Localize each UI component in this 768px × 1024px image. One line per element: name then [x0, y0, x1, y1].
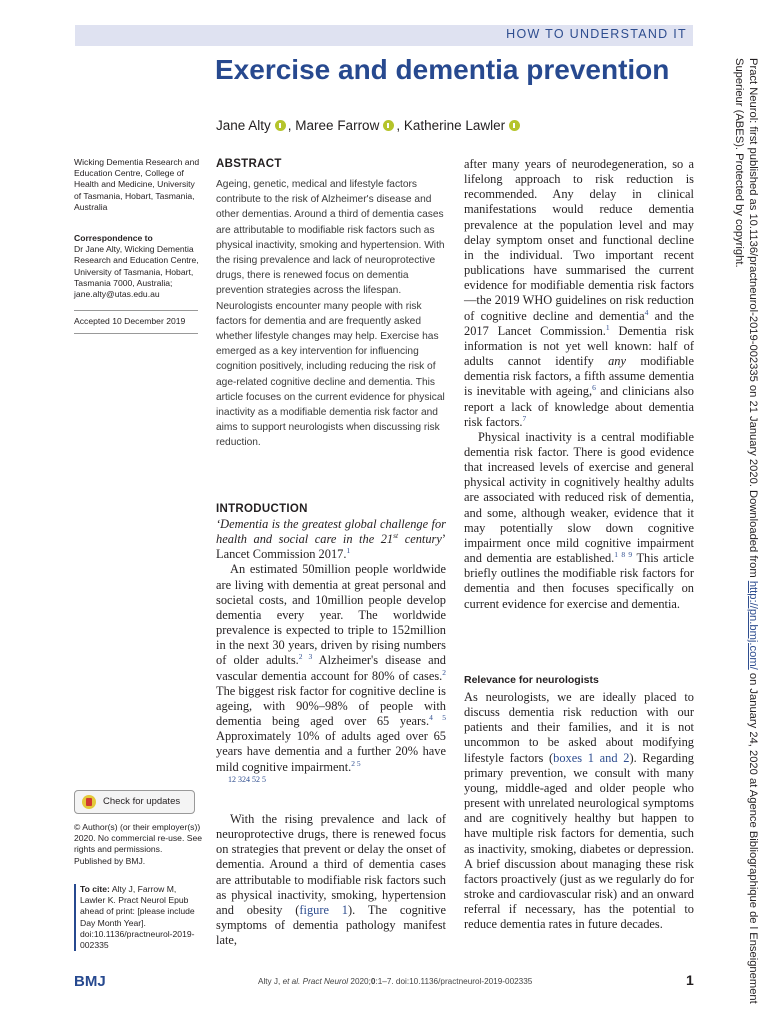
reference-link[interactable]: 4	[644, 307, 649, 317]
introduction-heading: INTRODUCTION	[216, 503, 308, 515]
check-for-updates-label: Check for updates	[103, 796, 181, 807]
section-header-band	[75, 25, 693, 46]
bookmark-icon	[82, 795, 96, 809]
body-paragraph: Physical inactivity is a central modifiable dementia risk factor. There is good evidence that increased levels of exercise and general physical activity in cognitively healthy adults are associated with reduced risk of dementia, and some, although weaker, evidence that it may potentially slow down cognitive impairment once mild cognitive impairment and dementia are established.$^{1 8 9}$ This article briefly outlines the modifiable risk factors for dementia and then focuses specifically on current evidence for exercise and dementia.	[464, 429, 694, 611]
reference-link[interactable]: 1	[346, 546, 351, 556]
to-cite-label: To cite:	[80, 884, 110, 894]
abstract-heading: ABSTRACT	[216, 158, 282, 170]
relevance-text	[464, 690, 694, 933]
reference-link[interactable]: 4 5	[429, 712, 447, 722]
figure-link[interactable]: figure 1	[299, 902, 349, 917]
intro-quote	[216, 517, 446, 562]
article-title: Exercise and dementia prevention	[215, 54, 670, 85]
body-paragraph: As neurologists, we are ideally placed to discuss dementia risk reduction with our patients and their families, and it is not uncommon to be asked about modifying lifestyle factors (boxes 1 and 2). Regarding primary prevention, we consult with many young, middle-aged and older people who present with unrelated neurological symptoms and are cognitively healthy but happen to have multiple risk factors for dementia, such as inactivity, smoking, diabetes or depression. A brief discussion about managing these risk factors proactively (just as we regularly do for stroke and cardiovascular risk) and an onward referral if necessary, has the potential to reduce dementia rates in future decades.	[464, 690, 694, 932]
orcid-icon[interactable]	[509, 120, 520, 131]
quote-source: ’ Lancet Commission 2017.	[216, 532, 446, 562]
stray-reference-numbers: 12 324 52 5	[228, 774, 266, 784]
accepted-date: Accepted 10 December 2019	[74, 316, 186, 326]
section-label: HOW TO UNDERSTAND IT	[506, 27, 687, 41]
correspondence-text: Dr Jane Alty, Wicking Dementia Research and Education Centre, University of Tasmania, Hobart, Tasmania 7000, Australia; jane.alty@utas.edu.au	[74, 244, 199, 300]
footer-citation: Alty J, et al. Pract Neurol 2020;0:1–7. doi:10.1136/practneurol-2019-002335	[258, 977, 533, 986]
boxes-link[interactable]: boxes 1 and 2	[553, 750, 630, 765]
reference-link[interactable]: 7	[522, 413, 527, 423]
reference-link[interactable]: 6	[592, 383, 596, 393]
page-number: 1	[686, 972, 694, 988]
abstract-body: Ageing, genetic, medical and lifestyle factors contribute to the risk of Alzheimer's disease and other dementias. Around a third of dementia cases are attributable to modifiable risk factors such as physical inactivity, smoking and hypertension. With the rising prevalence and lack of neuroprotective drugs, there is renewed focus on dementia prevention strategies across the lifespan. Neurologists encounter many people with risk factors for dementia and are frequently asked whether lifestyle changes may help. Exercise has emerged as a key intervention for influencing cognition positively, including reducing the risk of age-related cognitive decline and dementia. This article focuses on the current evidence for physical inactivity as a modifiable dementia risk factor and aims to support neurologists when discussing risk reduction.	[216, 179, 445, 449]
download-notice	[733, 58, 766, 1018]
intro-paragraph: With the rising prevalence and lack of neuroprotective drugs, there is renewed focus on strategies that prevent or delay the onset of dementia. Around a third of dementia cases are attributable to modifiable risk factors such as physical inactivity, smoking, hypertension and obesity (figure 1). The cognitive symptoms of dementia pathology manifest late,	[216, 812, 446, 948]
body-paragraph: after many years of neurodegeneration, so a lifelong approach to risk reduction is recommended. Any delay in clinical manifestations would reduce dementia prevalence at the population level and may delay symptom onset and functional decline in the individual. Two important recent publications have summarised the current evidence for modifiable dementia risk factors—the 2019 WHO guidelines on risk reduction of cognitive decline and dementia$^4$ and the 2017 Lancet Commission.$^1$ Dementia risk information is not yet well known: half of adults cannot identify any modifiable dementia risk factors, a fifth assume dementia is inevitable with ageing,$^6$ and clinicians also report a lack of knowledge about dementia risk factors.$^7$	[464, 157, 695, 429]
author-name: Jane Alty	[216, 118, 271, 133]
affiliation: Wicking Dementia Research and Education Centre, College of Health and Medicine, University of Tasmania, Hobart, Tasmania, Australia	[74, 157, 200, 212]
copyright-notice: © Author(s) (or their employer(s)) 2020. No commercial re-use. See rights and permissions. Published by BMJ.	[74, 822, 203, 866]
correspondence	[74, 233, 202, 300]
introduction-text	[216, 517, 446, 785]
author-name: , Katherine Lawler	[396, 118, 506, 133]
introduction-text-continued	[216, 812, 446, 948]
journal-url-link[interactable]: http://pn.bmj.com/	[747, 580, 759, 670]
to-cite-box	[74, 884, 200, 951]
divider	[74, 333, 198, 334]
divider	[74, 310, 198, 311]
intro-paragraph: An estimated 50million people worldwide are living with dementia at great personal and societal costs, and 10million people develop dementia every year. The worldwide prevalence is expected to triple to 152million in the next 30 years, driven by rising numbers of older adults.$^{2 3}$ Alzheimer's disease and vascular dementia account for 80% of cases.$^2$ The biggest risk factor for cognitive decline is ageing, with 90%–98% of people with dementia being aged over 65 years.$^{4 5}$ Approximately 10% of adults aged over 65 years have dementia and a further 20% have mild cognitive impairment.$^{2 5}$	[216, 562, 447, 774]
orcid-icon[interactable]	[275, 120, 286, 131]
check-for-updates-button[interactable]	[74, 790, 195, 814]
relevance-heading: Relevance for neurologists	[464, 674, 599, 686]
bmj-logo: BMJ	[74, 973, 106, 990]
reference-link[interactable]: 2 3	[298, 652, 313, 662]
quote-text: ‘Dementia is the greatest global challenge for health and social care in the 21	[216, 517, 446, 547]
orcid-icon[interactable]	[383, 120, 394, 131]
reference-link[interactable]: 2	[442, 667, 446, 677]
reference-link[interactable]: 1	[605, 322, 610, 332]
quote-text: century	[398, 532, 442, 547]
reference-link[interactable]: 1 8 9	[614, 549, 633, 559]
quote-superscript: st	[393, 531, 399, 541]
right-column-text	[464, 157, 694, 612]
correspondence-heading: Correspondence to	[74, 233, 153, 243]
to-cite-text: Alty J, Farrow M, Lawler K. Pract Neurol Epub ahead of print: [please include Day Month Year]. doi:10.1136/practneurol-2019-002335	[80, 884, 195, 951]
reference-link[interactable]: 2 5	[351, 758, 361, 768]
author-name: , Maree Farrow	[287, 118, 380, 133]
download-notice-text: Pract Neurol: first published as 10.1136/practneurol-2019-002335 on 21 January 2020. Downloaded from http://pn.bmj.com/ on January 24, 2020 at Agence Bibliographique de l Enseignement Superieur (ABES). Protected by copyright.	[733, 58, 759, 1004]
author-list	[216, 118, 522, 133]
